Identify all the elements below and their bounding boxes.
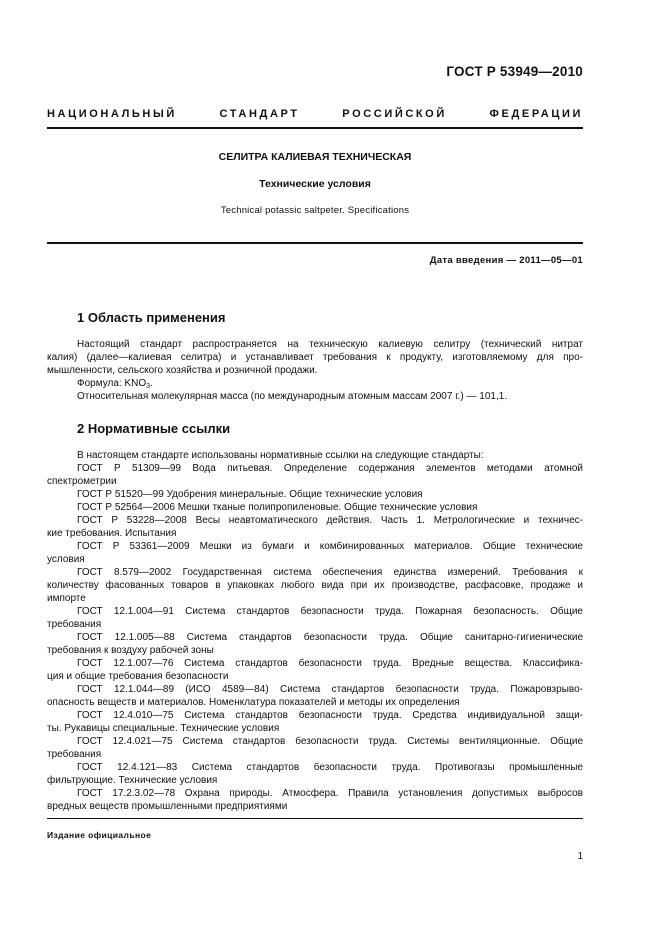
page-number: 1 [577, 851, 583, 862]
section-1-line: калия) (далее—калиевая селитра) и устанавливает требования к продукту, изготовляемому для про- [47, 352, 583, 363]
ref-line: требования [47, 619, 102, 630]
formula-end: . [150, 378, 153, 389]
ref-line: опасность веществ и материалов. Номенклатура показателей и методы их определения [47, 697, 460, 708]
top-divider [47, 127, 583, 129]
ref-line: ГОСТ Р 53361—2009 Мешки из бумаги и комбинированных материалов. Общие технические [77, 541, 583, 552]
molecular-mass: Относительная молекулярная масса (по международным атомным массам 2007 г.) — 101,1. [77, 391, 508, 402]
section-1-line: мышленности, сельского хозяйства и розничной продажи. [47, 365, 318, 376]
document-title: СЕЛИТРА КАЛИЕВАЯ ТЕХНИЧЕСКАЯ [218, 151, 412, 163]
standard-type: НАЦИОНАЛЬНЫЙ СТАНДАРТ РОССИЙСКОЙ ФЕДЕРАЦИИ [47, 108, 583, 120]
document-subtitle: Технические условия [259, 178, 371, 190]
ref-line: количеству фасованных товаров в упаковках любого вида при их производстве, расфасовке, продаже и [47, 580, 583, 591]
ref-line: вредных веществ промышленными предприятиями [47, 801, 288, 812]
ref-line: ГОСТ Р 52564—2006 Мешки тканые полипропиленовые. Общие технические условия [77, 502, 478, 513]
section-2-intro: В настоящем стандарте использованы нормативные ссылки на следующие стандарты: [77, 450, 484, 461]
ref-line: ГОСТ Р 53228—2008 Весы неавтоматического действия. Часть 1. Метрологические и техничес- [77, 515, 583, 526]
ref-line: ГОСТ 12.1.007—76 Система стандартов безопасности труда. Вредные вещества. Классифика- [77, 658, 583, 669]
edition-label: Издание официальное [47, 830, 152, 840]
ref-line: кие требования. Испытания [47, 528, 177, 539]
formula-text: Формула: KNO [77, 378, 147, 389]
section-1-heading: 1 Область применения [77, 310, 226, 325]
document-number: ГОСТ Р 53949—2010 [446, 64, 583, 79]
english-title: Technical potassic saltpeter. Specifications [220, 205, 410, 216]
ref-line: ГОСТ 12.1.004—91 Система стандартов безопасности труда. Пожарная безопасность. Общие [77, 606, 583, 617]
introduction-date: Дата введения — 2011—05—01 [429, 255, 583, 266]
ref-line: ГОСТ 17.2.3.02—78 Охрана природы. Атмосфера. Правила установления допустимых выбросов [77, 788, 583, 799]
ref-line: ГОСТ 12.4.021—75 Система стандартов безопасности труда. Системы вентиляционные. Общие [77, 736, 583, 747]
ref-line: ГОСТ 12.4.121—83 Система стандартов безопасности труда. Противогазы промышленные [77, 762, 583, 773]
title-divider [47, 242, 583, 244]
ref-line: требования к воздуху рабочей зоны [47, 645, 214, 656]
formula-subscript: 3 [146, 383, 151, 390]
ref-line: ГОСТ Р 51520—99 Удобрения минеральные. Общие технические условия [77, 489, 423, 500]
ref-line: ГОСТ 12.1.005—88 Система стандартов безопасности труда. Общие санитарно-гигиенические [77, 632, 583, 643]
ref-line: импорте [47, 593, 86, 604]
ref-line: условия [47, 554, 85, 565]
ref-line: требования [47, 749, 102, 760]
ref-line: ГОСТ 8.579—2002 Государственная система обеспечения единства измерений. Требования к [77, 567, 583, 578]
section-2-heading: 2 Нормативные ссылки [77, 421, 231, 436]
ref-line: ГОСТ 12.4.010—75 Система стандартов безопасности труда. Средства индивидуальной защи- [77, 710, 583, 721]
footer-divider [47, 818, 583, 819]
ref-line: ция и общие требования безопасности [47, 671, 229, 682]
ref-line: фильтрующие. Технические условия [47, 775, 218, 786]
ref-line: ГОСТ 12.1.044—89 (ИСО 4589—84) Система стандартов безопасности труда. Пожаровзрыво- [77, 684, 583, 695]
ref-line: спектрометрии [47, 476, 117, 487]
ref-line: ты. Рукавицы специальные. Технические условия [47, 723, 280, 734]
ref-line: ГОСТ Р 51309—99 Вода питьевая. Определение содержания элементов методами атомной [77, 463, 583, 474]
section-1-line: Настоящий стандарт распространяется на техническую калиевую селитру (технический нитрат [77, 339, 583, 350]
